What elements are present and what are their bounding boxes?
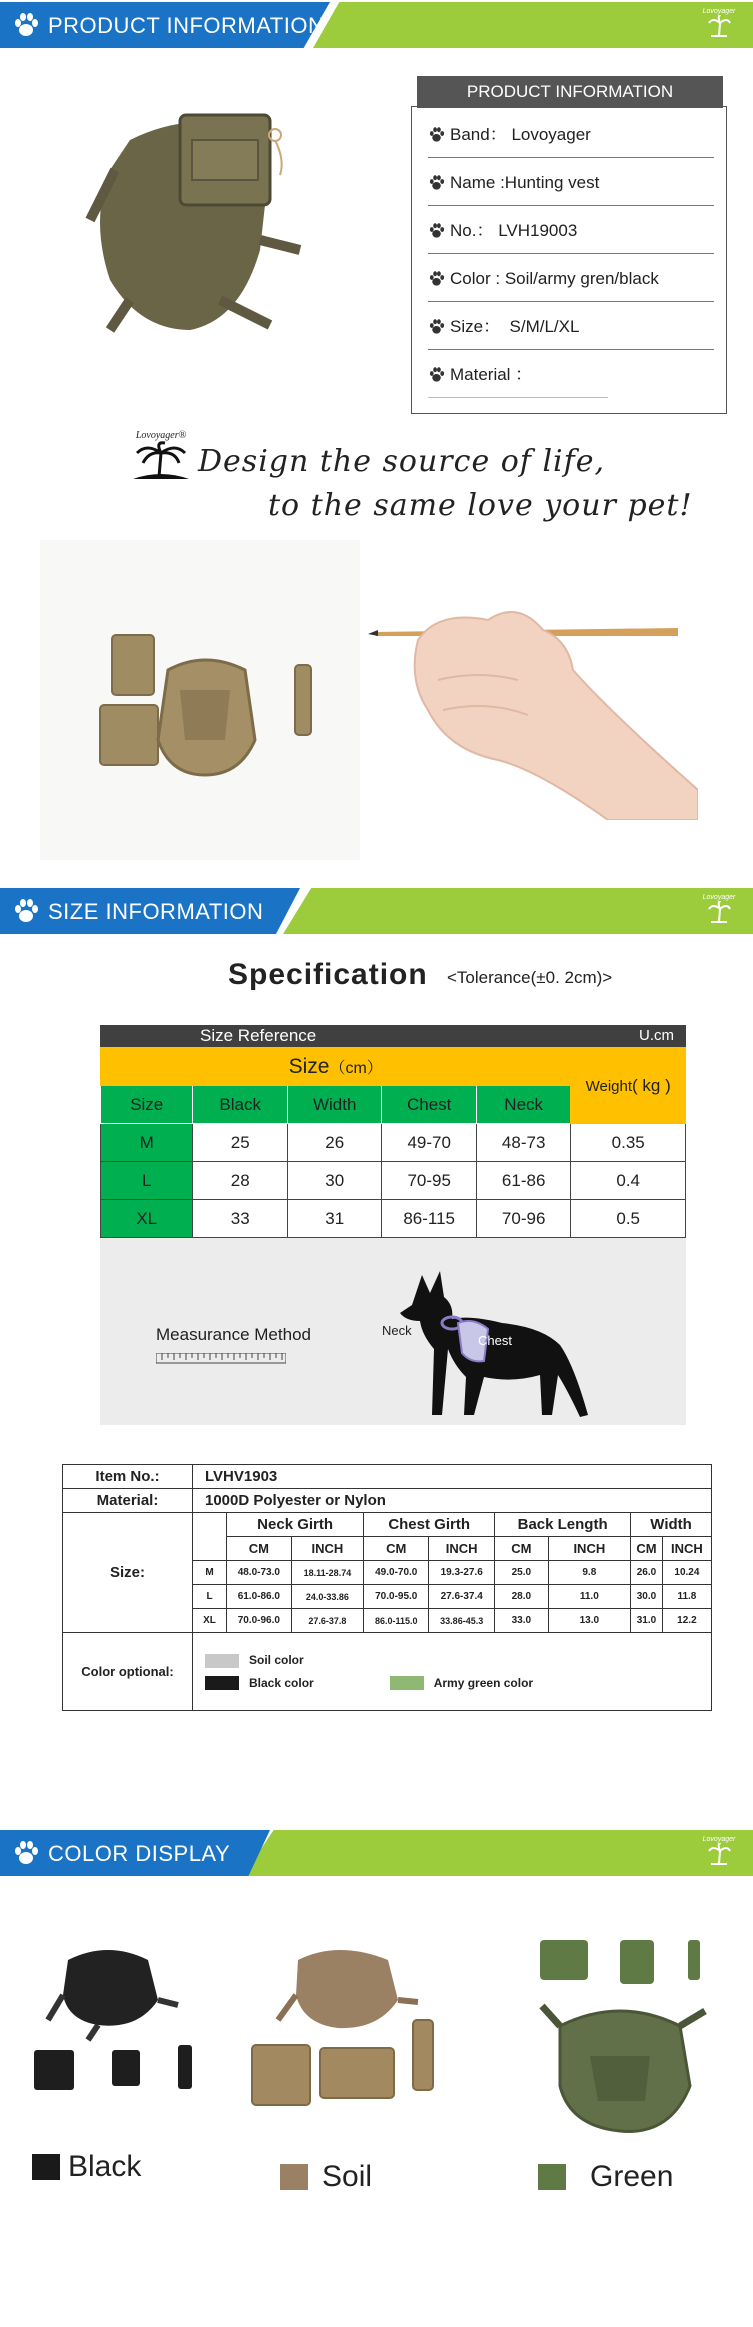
brand-logo: [701, 894, 737, 928]
unit-header: INCH: [429, 1537, 495, 1561]
soil-swatch: [205, 1654, 239, 1668]
info-label: Size：: [450, 317, 501, 336]
size-reference-title: Size Reference: [200, 1026, 317, 1045]
cell-width: 26: [287, 1124, 381, 1162]
cell: 49.0-70.0: [364, 1561, 429, 1585]
row-size: L: [193, 1585, 227, 1609]
info-label: Name :: [450, 173, 505, 192]
unit-header: CM: [631, 1537, 663, 1561]
slogan-line-1: Design the source of life,: [198, 444, 606, 479]
cell: 27.6-37.4: [429, 1585, 495, 1609]
cell: 33.0: [495, 1609, 548, 1633]
size-group-label: Size: [288, 1054, 330, 1078]
item-value: LVHV1903: [193, 1465, 712, 1489]
column-header-neck: Neck: [476, 1086, 570, 1124]
soil-color-swatch: [280, 2164, 308, 2190]
cell: 70.0-96.0: [227, 1609, 292, 1633]
cell-weight: 0.4: [571, 1162, 686, 1200]
size-label: Size:: [63, 1513, 193, 1633]
unit-header: CM: [495, 1537, 548, 1561]
paw-icon: [12, 1839, 40, 1867]
cell: 61.0-86.0: [227, 1585, 292, 1609]
column-header-black: Black: [193, 1086, 287, 1124]
cell-chest: 49-70: [382, 1124, 476, 1162]
info-row-name: [428, 160, 714, 206]
row-size: M: [101, 1124, 193, 1162]
palm-tree-icon: [707, 1843, 731, 1865]
harness-product-image: [70, 100, 340, 340]
info-row-color: [428, 256, 714, 302]
color-name: Black color: [249, 1675, 314, 1690]
unit-header: INCH: [548, 1537, 631, 1561]
green-color-swatch: [538, 2164, 566, 2190]
row-size: XL: [193, 1609, 227, 1633]
section-title: COLOR DISPLAY: [48, 1841, 231, 1866]
cell: 12.2: [662, 1609, 711, 1633]
cell: 24.0-33.86: [291, 1585, 364, 1609]
palm-island-icon: [131, 441, 191, 481]
cell-black: 33: [193, 1200, 287, 1238]
banner-green-bar: [243, 1830, 753, 1876]
logo-text: Lovoyager: [702, 1836, 736, 1843]
info-label: Band：: [450, 125, 507, 144]
logo-text: Lovoyager: [702, 8, 736, 15]
paw-icon: [12, 897, 40, 925]
cell: 31.0: [631, 1609, 663, 1633]
unit-header: INCH: [291, 1537, 364, 1561]
weight-unit: ( kg ): [632, 1075, 671, 1095]
weight-label: Weight: [585, 1077, 633, 1095]
tolerance-note: <Tolerance(±0. 2cm)>: [447, 968, 613, 987]
cell: 11.8: [662, 1585, 711, 1609]
green-harness-image: [530, 1936, 730, 2136]
paw-icon: [12, 11, 40, 39]
cell: 11.0: [548, 1585, 631, 1609]
material-label: Material:: [63, 1489, 193, 1513]
table-row: [101, 1162, 686, 1200]
slogan-line-2: to the same love your pet!: [268, 488, 693, 523]
palm-tree-icon: [707, 901, 731, 923]
group-width: Width: [631, 1513, 712, 1537]
color-display-banner: [0, 1830, 753, 1876]
cell: 10.24: [662, 1561, 711, 1585]
cell: 28.0: [495, 1585, 548, 1609]
section-title: PRODUCT INFORMATION: [48, 13, 325, 38]
banner-green-bar: [283, 888, 753, 934]
logo-text: Lovoyager: [702, 894, 736, 901]
size-info-banner: [0, 888, 753, 934]
cell-weight: 0.35: [571, 1124, 686, 1162]
color-name: Soil color: [249, 1652, 304, 1667]
cell-neck: 70-96: [476, 1200, 570, 1238]
paw-icon: [428, 221, 446, 239]
cell-neck: 61-86: [476, 1162, 570, 1200]
color-option-soil: [205, 1653, 711, 1668]
cell-chest: 86-115: [382, 1200, 476, 1238]
size-group-unit: （cm）: [329, 1059, 383, 1077]
group-back-length: Back Length: [495, 1513, 631, 1537]
cell: 18.11-28.74: [291, 1561, 364, 1585]
ruler-icon: [156, 1353, 286, 1365]
info-row-band: [428, 112, 714, 158]
cell-chest: 70-95: [382, 1162, 476, 1200]
green-color-label: Green: [590, 2160, 674, 2193]
cell: 26.0: [631, 1561, 663, 1585]
soil-harness-image: [248, 1940, 458, 2120]
row-size: XL: [101, 1200, 193, 1238]
cell: 48.0-73.0: [227, 1561, 292, 1585]
paw-icon: [428, 365, 446, 383]
unit-header: CM: [227, 1537, 292, 1561]
detail-size-table: [62, 1464, 712, 1711]
specification-title: Specification: [228, 958, 428, 991]
color-name: Army green color: [433, 1675, 534, 1690]
table-row: [101, 1200, 686, 1238]
size-reference-card: [100, 1025, 686, 1425]
size-reference-header: [100, 1025, 686, 1047]
paw-icon: [428, 173, 446, 191]
black-swatch: [205, 1676, 239, 1690]
paw-icon: [428, 269, 446, 287]
column-header-size: Size: [101, 1086, 193, 1124]
item-label: Item No.:: [63, 1465, 193, 1489]
cell: 13.0: [548, 1609, 631, 1633]
column-header-chest: Chest: [382, 1086, 476, 1124]
info-label: No.：: [450, 221, 494, 240]
hand-pencil-image: [368, 570, 698, 820]
column-header-width: Width: [287, 1086, 381, 1124]
cell: 70.0-95.0: [364, 1585, 429, 1609]
info-row-size: [428, 304, 714, 350]
color-optional-label: Color optional:: [63, 1633, 193, 1711]
info-value: Hunting vest: [504, 173, 600, 192]
section-title: SIZE INFORMATION: [48, 899, 264, 924]
info-value: S/M/L/XL: [509, 317, 580, 336]
cell-black: 28: [193, 1162, 287, 1200]
unit-header: CM: [364, 1537, 429, 1561]
black-harness-image: [28, 1940, 208, 2100]
cell-weight: 0.5: [571, 1200, 686, 1238]
brand-logo: [701, 1836, 737, 1870]
soil-color-label: Soil: [322, 2160, 373, 2193]
brand-logo: [701, 8, 737, 42]
info-row-number: [428, 208, 714, 254]
cell: 25.0: [495, 1561, 548, 1585]
paw-icon: [428, 125, 446, 143]
material-value: 1000D Polyester or Nylon: [193, 1489, 712, 1513]
info-value: Soil/army gren/black: [504, 269, 659, 288]
cell-neck: 48-73: [476, 1124, 570, 1162]
color-option-black-green: [205, 1676, 711, 1691]
cell: 19.3-27.6: [429, 1561, 495, 1585]
info-label: Material ：: [450, 365, 533, 384]
weight-header: [571, 1048, 686, 1124]
palm-tree-icon: [707, 15, 731, 37]
cell-width: 30: [287, 1162, 381, 1200]
slogan-brand: Lovoyager®: [135, 430, 187, 441]
group-chest-girth: Chest Girth: [364, 1513, 495, 1537]
cell: 33.86-45.3: [429, 1609, 495, 1633]
size-group-header: [101, 1048, 571, 1086]
info-label: Color :: [450, 269, 501, 288]
group-neck-girth: Neck Girth: [227, 1513, 364, 1537]
cell: 27.6-37.8: [291, 1609, 364, 1633]
neck-label: Neck: [382, 1323, 412, 1338]
product-info-banner: [0, 2, 753, 48]
info-row-material: [428, 352, 608, 398]
unit-header: INCH: [662, 1537, 711, 1561]
product-info-header: PRODUCT INFORMATION: [417, 76, 723, 108]
color-options-cell: [193, 1633, 712, 1711]
cell-black: 25: [193, 1124, 287, 1162]
measure-method-label: Measurance Method: [156, 1325, 311, 1344]
row-size: L: [101, 1162, 193, 1200]
size-reference-table: [100, 1047, 686, 1238]
black-color-swatch: [32, 2154, 60, 2180]
cell: 86.0-115.0: [364, 1609, 429, 1633]
accessories-product-image: [40, 540, 360, 860]
army-green-swatch: [390, 1676, 424, 1690]
cell: 9.8: [548, 1561, 631, 1585]
black-color-label: Black: [68, 2150, 142, 2183]
cell: 30.0: [631, 1585, 663, 1609]
banner-green-bar: [313, 2, 753, 48]
size-reference-unit: U.cm: [639, 1027, 674, 1044]
chest-label: Chest: [478, 1333, 512, 1348]
table-row: [101, 1124, 686, 1162]
paw-icon: [428, 317, 446, 335]
cell-width: 31: [287, 1200, 381, 1238]
info-value: Lovoyager: [511, 125, 591, 144]
info-value: LVH19003: [498, 221, 578, 240]
slogan-logo: [126, 430, 196, 486]
blank-cell: [193, 1513, 227, 1561]
row-size: M: [193, 1561, 227, 1585]
